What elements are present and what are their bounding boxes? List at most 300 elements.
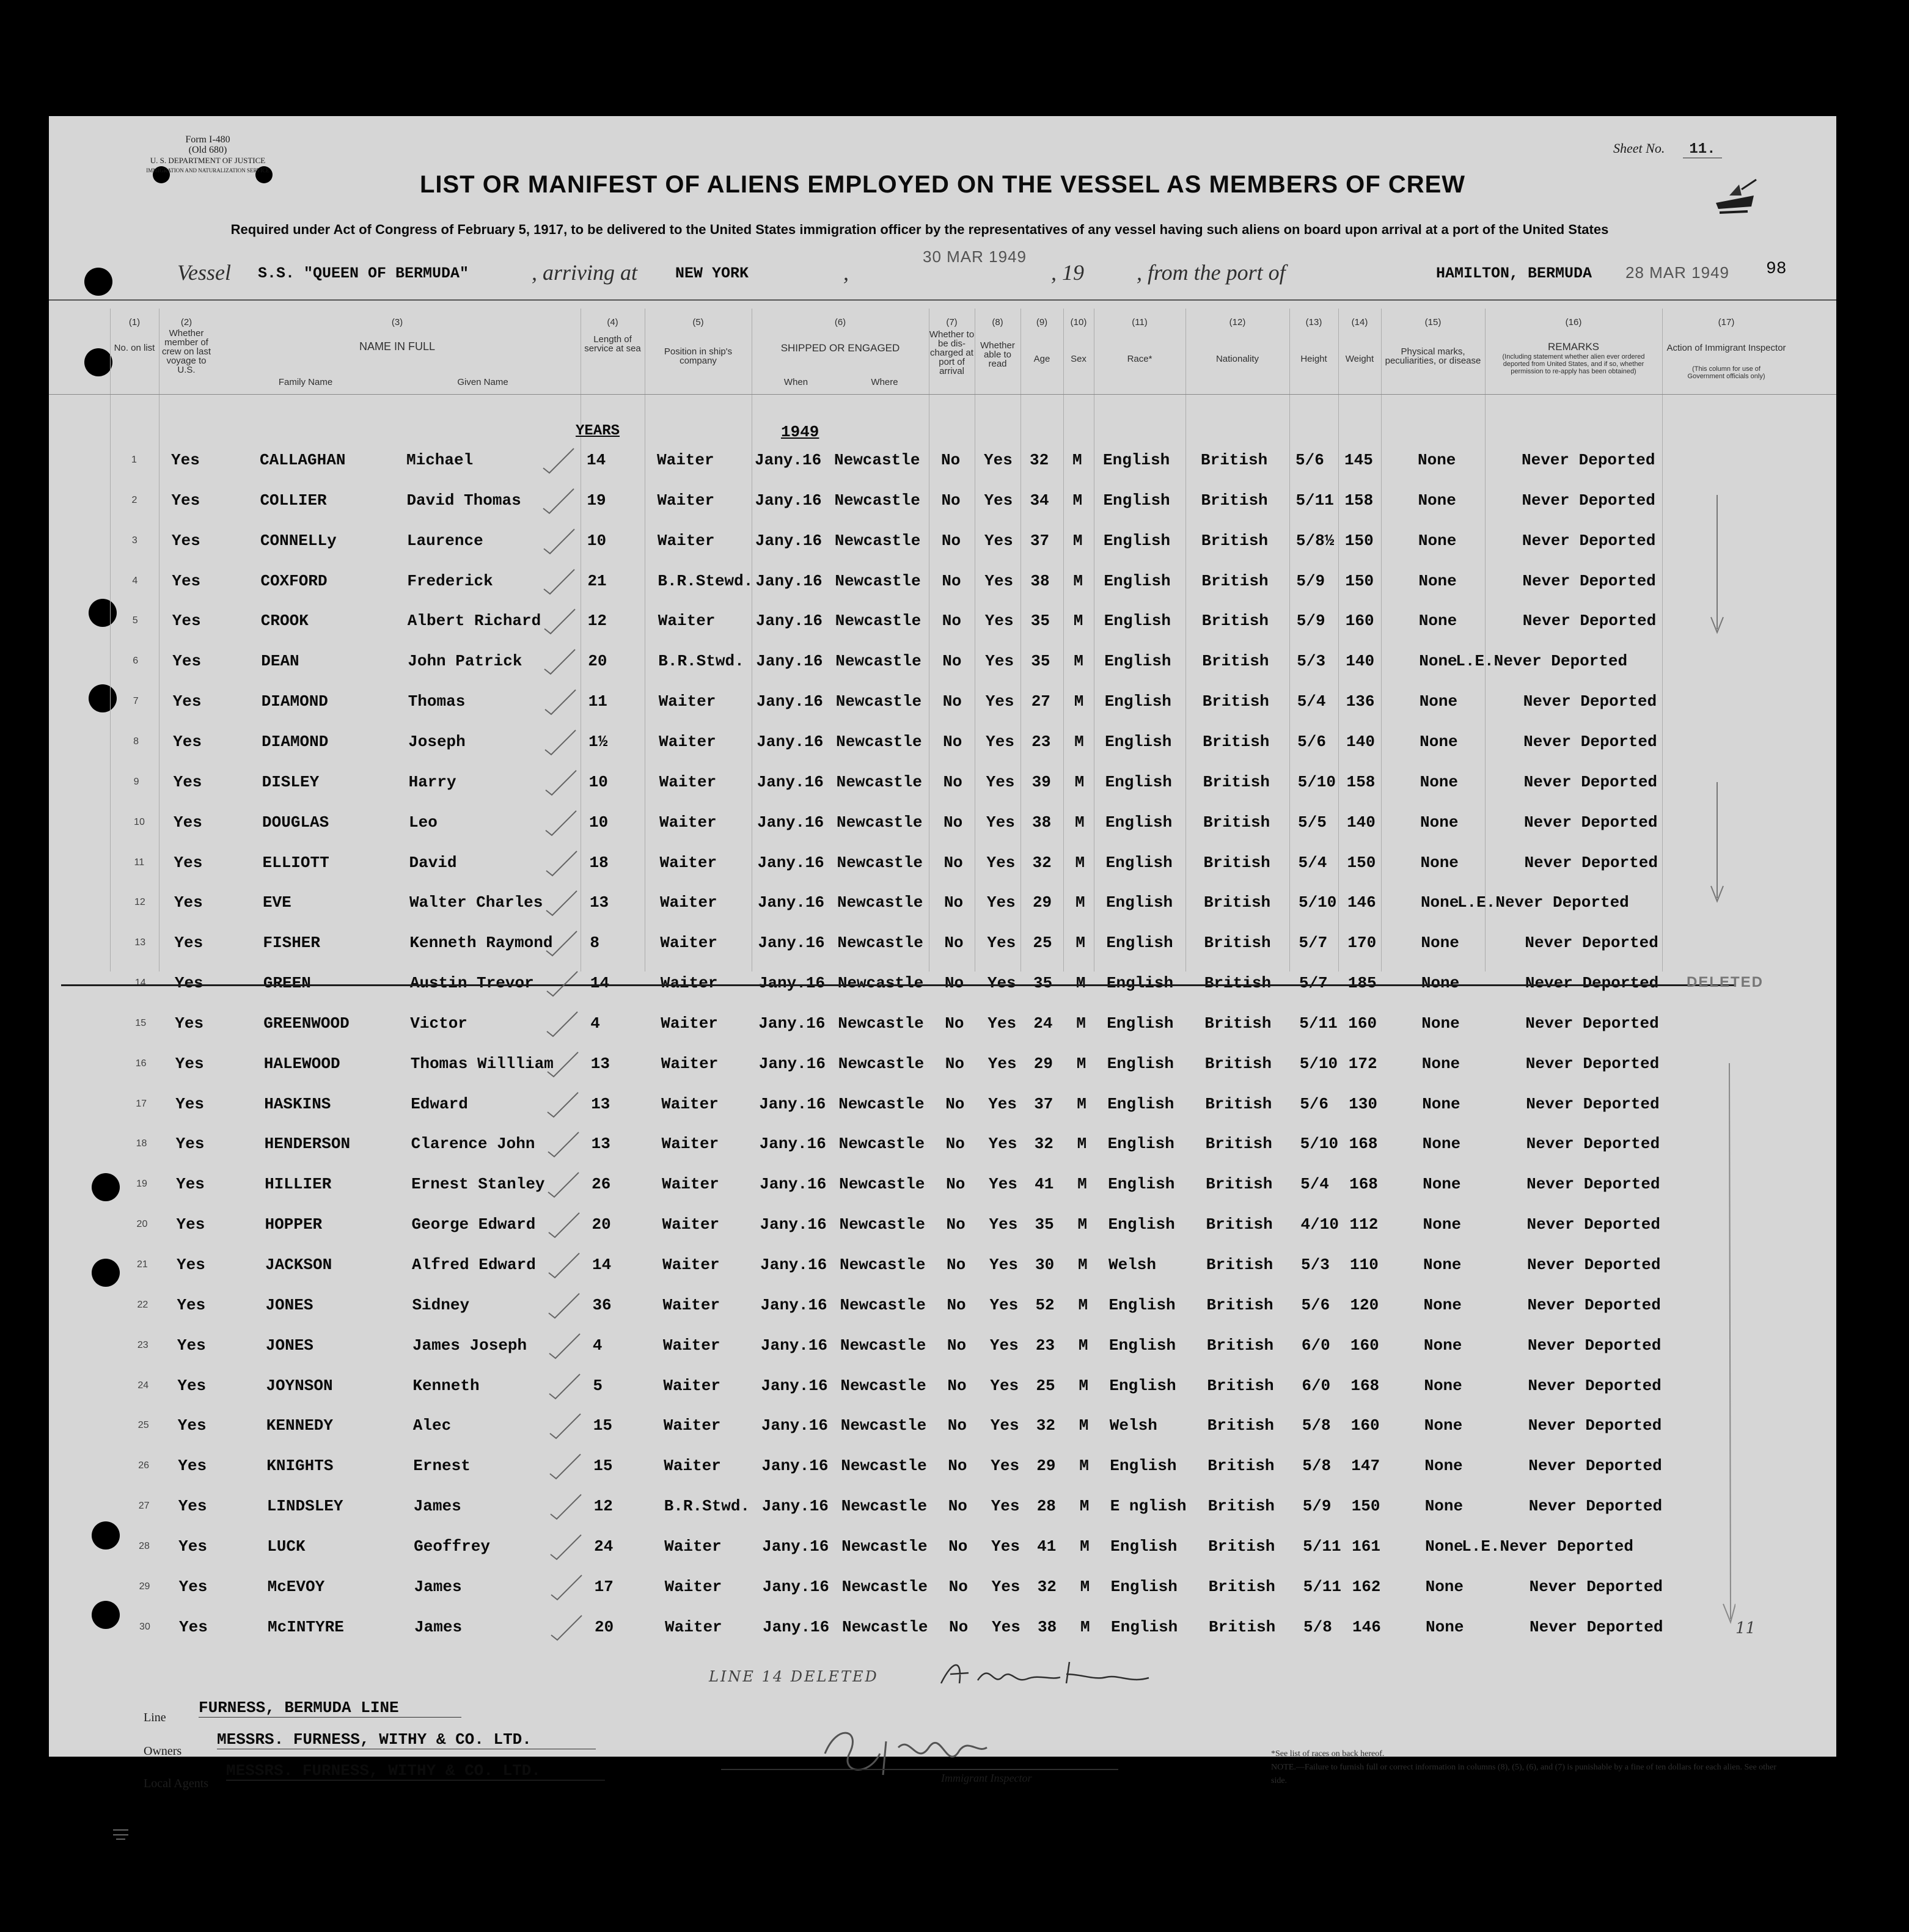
crew-remarks: Never Deported <box>1528 1376 1662 1395</box>
crew-weight: 160 <box>1345 612 1374 631</box>
crew-nationality: British <box>1202 692 1269 711</box>
crew-when: Jany.16 <box>756 692 823 711</box>
crew-no: 15 <box>135 1017 147 1028</box>
crew-height: 5/6 <box>1301 1295 1330 1314</box>
crew-nationality: British <box>1201 451 1268 469</box>
crew-physical: None <box>1419 652 1457 671</box>
crew-weight: 185 <box>1347 974 1377 993</box>
crew-given-name: Kenneth <box>412 1376 480 1395</box>
crew-given-name: Leo <box>409 813 438 832</box>
line-label: Line <box>144 1711 166 1724</box>
crew-physical: None <box>1423 1215 1461 1234</box>
table-row <box>49 491 1836 512</box>
crew-years-service: 13 <box>589 893 609 912</box>
crew-able-read: Yes <box>989 1336 1019 1355</box>
crew-sex: M <box>1080 1617 1090 1636</box>
crew-family-name: McINTYRE <box>268 1617 344 1636</box>
crew-race: English <box>1105 772 1172 791</box>
crew-weight: 161 <box>1352 1537 1380 1556</box>
departure-date-stamp: 28 MAR 1949 <box>1625 263 1729 282</box>
crew-years-service: 17 <box>594 1577 614 1596</box>
crew-where: Newcastle <box>834 531 921 550</box>
crew-no: 4 <box>132 575 138 586</box>
crew-family-name: KENNEDY <box>266 1416 334 1435</box>
crew-height: 5/10 <box>1299 1054 1338 1073</box>
table-row <box>49 1377 1836 1397</box>
crew-discharged: No <box>947 1416 967 1435</box>
crew-sex: M <box>1072 491 1083 510</box>
crew-last-voyage: Yes <box>179 1617 208 1636</box>
agents-label: Local Agents <box>144 1777 209 1790</box>
crew-position: Waiter <box>659 772 717 791</box>
crew-nationality: British <box>1209 1617 1276 1636</box>
crew-physical: None <box>1423 1295 1462 1314</box>
crew-years-service: 18 <box>589 853 609 872</box>
crew-no: 27 <box>138 1501 150 1512</box>
crew-remarks: Never Deported <box>1525 974 1659 993</box>
check-mark-icon <box>543 729 579 757</box>
crew-last-voyage: Yes <box>175 1014 204 1033</box>
crew-nationality: British <box>1204 934 1271 953</box>
crew-race: English <box>1110 1577 1178 1596</box>
crew-given-name: Harry <box>408 772 456 791</box>
crew-race: English <box>1104 612 1171 631</box>
crew-height: 5/8½ <box>1295 531 1335 550</box>
crew-discharged: No <box>942 652 962 671</box>
crew-remarks: Never Deported <box>1527 1336 1662 1355</box>
table-row <box>49 532 1836 552</box>
crew-no: 17 <box>136 1098 147 1109</box>
crew-no: 23 <box>137 1339 148 1350</box>
crew-no: 2 <box>131 494 137 505</box>
crew-where: Newcastle <box>836 732 922 751</box>
crew-age: 30 <box>1035 1256 1055 1274</box>
check-mark-icon <box>542 608 579 636</box>
crew-remarks: Never Deported <box>1524 813 1658 832</box>
crew-weight: 112 <box>1349 1215 1379 1234</box>
crew-race: English <box>1104 692 1171 711</box>
crew-when: Jany.16 <box>760 1256 827 1274</box>
crew-given-name: George Edward <box>411 1215 536 1234</box>
crew-family-name: ELLIOTT <box>262 853 329 872</box>
crew-years-service: 10 <box>588 772 608 791</box>
crew-remarks: Never Deported <box>1528 1497 1663 1516</box>
header-height: Height <box>1300 354 1327 364</box>
crew-remarks: Never Deported <box>1527 1256 1661 1274</box>
crew-weight: 160 <box>1348 1014 1377 1033</box>
crew-nationality: British <box>1206 1295 1273 1314</box>
crew-family-name: HENDERSON <box>264 1135 351 1154</box>
crew-family-name: FISHER <box>263 934 321 953</box>
crew-race: Welsh <box>1108 1256 1157 1274</box>
table-row <box>49 1537 1836 1558</box>
crew-last-voyage: Yes <box>176 1215 205 1234</box>
crew-last-voyage: Yes <box>178 1537 207 1556</box>
crew-physical: None <box>1421 1054 1460 1073</box>
crew-height: 5/9 <box>1302 1497 1332 1516</box>
crew-position: Waiter <box>662 1215 720 1234</box>
corner-mark-icon <box>110 1824 134 1842</box>
crew-race: English <box>1106 934 1173 953</box>
crew-weight: 140 <box>1346 732 1375 751</box>
crew-weight: 158 <box>1346 772 1376 791</box>
crew-where: Newcastle <box>841 1497 928 1516</box>
crew-years-service: 4 <box>590 1014 600 1033</box>
check-mark-icon <box>541 447 577 475</box>
crew-able-read: Yes <box>984 531 1013 550</box>
crew-sex: M <box>1073 571 1083 590</box>
crew-able-read: Yes <box>984 451 1013 469</box>
crew-weight: 158 <box>1344 491 1374 510</box>
check-mark-icon <box>544 1011 581 1039</box>
crew-physical: None <box>1426 1617 1464 1636</box>
crew-position: Waiter <box>658 692 716 711</box>
crew-no: 3 <box>131 535 137 546</box>
crew-weight: 146 <box>1347 893 1376 912</box>
crew-family-name: JONES <box>265 1336 313 1355</box>
crew-no: 21 <box>137 1259 148 1270</box>
crew-when: Jany.16 <box>757 772 824 791</box>
header-member-last-voyage: Whether member of crew on last voyage to U.S. <box>161 328 211 375</box>
crew-last-voyage: Yes <box>173 772 202 791</box>
crew-height: 5/11 <box>1303 1577 1342 1596</box>
crew-able-read: Yes <box>990 1376 1019 1395</box>
crew-nationality: British <box>1206 1256 1273 1274</box>
crew-discharged: No <box>944 893 964 912</box>
crew-years-service: 20 <box>588 652 607 671</box>
crew-sex: M <box>1079 1457 1089 1476</box>
crew-when: Jany.16 <box>761 1416 829 1435</box>
header-action: Action of Immigrant Inspector <box>1666 343 1786 353</box>
crew-last-voyage: Yes <box>174 934 203 953</box>
check-mark-icon <box>548 1493 585 1521</box>
crew-given-name: Clarence John <box>411 1135 535 1154</box>
crew-age: 38 <box>1030 571 1050 590</box>
crew-nationality: British <box>1207 1497 1275 1516</box>
crew-where: Newcastle <box>837 813 923 832</box>
form-identifier: Form I-480 (Old 680) U. S. DEPARTMENT OF JUSTICE IMMIGRATION AND NATURALIZATION SERVICE <box>146 134 269 174</box>
crew-weight: 150 <box>1345 571 1374 590</box>
crew-position: Waiter <box>662 1175 719 1194</box>
crew-discharged: No <box>947 1336 967 1355</box>
crew-age: 32 <box>1037 1577 1057 1596</box>
row-strikethrough <box>61 984 1735 986</box>
crew-age: 52 <box>1035 1295 1055 1314</box>
crew-when: Jany.16 <box>759 1135 826 1154</box>
crew-when: Jany.16 <box>755 491 822 510</box>
crew-physical: None <box>1420 853 1459 872</box>
header-name-in-full: NAME IN FULL <box>359 340 436 353</box>
crew-nationality: British <box>1207 1376 1274 1395</box>
crew-weight: 150 <box>1347 853 1376 872</box>
table-row <box>49 451 1836 472</box>
crew-when: Jany.16 <box>761 1457 829 1476</box>
crew-last-voyage: Yes <box>174 974 203 993</box>
table-row <box>49 1256 1836 1276</box>
check-mark-icon <box>541 528 578 556</box>
crew-position: B.R.Stwd. <box>664 1497 750 1516</box>
crew-weight: 168 <box>1350 1376 1380 1395</box>
crew-position: Waiter <box>658 612 716 631</box>
crew-years-service: 24 <box>594 1537 614 1556</box>
crew-given-name: Sidney <box>412 1295 470 1314</box>
crew-height: 5/4 <box>1297 692 1326 711</box>
crew-nationality: British <box>1208 1537 1275 1556</box>
crew-remarks: Never Deported <box>1526 1215 1660 1234</box>
crew-sex: M <box>1079 1416 1089 1435</box>
crew-able-read: Yes <box>992 1617 1020 1636</box>
crew-where: Newcastle <box>840 1256 926 1274</box>
crew-family-name: LUCK <box>267 1537 306 1556</box>
check-mark-icon <box>544 930 581 958</box>
crew-given-name: Michael <box>406 451 474 469</box>
crew-years-service: 36 <box>592 1295 612 1314</box>
crew-sex: M <box>1079 1497 1090 1516</box>
crew-family-name: LINDSLEY <box>266 1497 343 1516</box>
crew-weight: 168 <box>1349 1135 1378 1154</box>
crew-no: 18 <box>136 1138 147 1149</box>
crew-position: Waiter <box>664 1537 722 1556</box>
years-label: YEARS <box>576 423 620 439</box>
year-label: 1949 <box>781 423 819 441</box>
crew-physical: None <box>1425 1577 1464 1596</box>
crew-able-read: Yes <box>988 1135 1017 1154</box>
crew-nationality: British <box>1203 893 1271 912</box>
check-mark-icon <box>546 1252 583 1280</box>
crew-physical: None <box>1424 1457 1463 1476</box>
crew-race: English <box>1110 1537 1178 1556</box>
line-deleted-note: LINE 14 DELETED <box>709 1668 879 1685</box>
crew-nationality: British <box>1207 1416 1275 1435</box>
header-nationality: Nationality <box>1215 354 1259 364</box>
crew-able-read: Yes <box>987 1014 1017 1033</box>
crew-discharged: No <box>947 1295 966 1314</box>
crew-years-service: 8 <box>590 934 599 953</box>
crew-position: Waiter <box>662 1336 720 1355</box>
crew-no: 11 <box>134 857 145 868</box>
crew-discharged: No <box>945 1014 964 1033</box>
header-race: Race* <box>1127 354 1152 364</box>
crew-physical: None <box>1424 1416 1463 1435</box>
crew-given-name: Frederick <box>407 571 493 590</box>
crew-weight: 150 <box>1344 531 1374 550</box>
crew-years-service: 11 <box>588 692 607 711</box>
header-bottom-rule <box>49 394 1836 395</box>
crew-physical: None <box>1423 1175 1461 1194</box>
crew-race: English <box>1105 853 1173 872</box>
crew-nationality: British <box>1206 1175 1273 1194</box>
crew-years-service: 15 <box>593 1416 613 1435</box>
crew-last-voyage: Yes <box>171 451 200 469</box>
crew-sex: M <box>1074 772 1085 791</box>
crew-height: 5/7 <box>1299 974 1328 993</box>
crew-remarks: Never Deported <box>1525 934 1658 953</box>
crew-height: 5/9 <box>1296 612 1325 631</box>
crew-position: Waiter <box>665 1617 722 1636</box>
crew-remarks: Never Deported <box>1523 732 1657 751</box>
check-mark-icon <box>546 1292 583 1320</box>
crew-able-read: Yes <box>987 974 1016 993</box>
crew-when: Jany.16 <box>760 1215 827 1234</box>
crew-race: Welsh <box>1109 1416 1157 1435</box>
vessel-info-line: Vessel S.S. "QUEEN OF BERMUDA" , arriving at NEW YORK , 30 MAR 1949 , 19 , from the port of HAMILTON, BERMUDA 28 MAR 1949 98 <box>177 247 1787 285</box>
crew-height: 5/7 <box>1299 934 1328 953</box>
crew-nationality: British <box>1203 772 1270 791</box>
crew-last-voyage: Yes <box>176 1175 205 1194</box>
crew-height: 5/4 <box>1298 853 1327 872</box>
crew-last-voyage: Yes <box>172 692 202 711</box>
crew-height: 5/3 <box>1297 652 1326 671</box>
crew-physical: None <box>1420 813 1459 832</box>
crew-years-service: 19 <box>587 491 606 510</box>
crew-age: 23 <box>1035 1336 1055 1355</box>
crew-sex: M <box>1074 732 1084 751</box>
year-label: , 19 <box>1051 260 1084 285</box>
crew-nationality: British <box>1204 974 1272 993</box>
table-row <box>49 773 1836 794</box>
crew-discharged: No <box>942 692 962 711</box>
check-mark-icon <box>543 689 579 717</box>
crew-race: English <box>1103 491 1170 510</box>
crew-given-name: Ernest <box>413 1457 471 1476</box>
crew-years-service: 10 <box>587 531 607 550</box>
crew-no: 10 <box>134 816 145 827</box>
table-row <box>49 1618 1836 1639</box>
crew-age: 29 <box>1036 1457 1056 1476</box>
crew-given-name: James Joseph <box>412 1336 527 1355</box>
crew-discharged: No <box>944 813 963 832</box>
crew-where: Newcastle <box>841 1457 927 1476</box>
crew-position: Waiter <box>664 1577 722 1596</box>
crew-where: Newcastle <box>840 1336 926 1355</box>
crew-weight: 170 <box>1347 934 1377 953</box>
crew-where: Newcastle <box>838 1054 925 1073</box>
table-row <box>49 1175 1836 1196</box>
crew-age: 32 <box>1032 853 1052 872</box>
crew-physical: None <box>1422 1135 1461 1154</box>
crew-last-voyage: Yes <box>177 1336 206 1355</box>
crew-last-voyage: Yes <box>177 1376 207 1395</box>
crew-able-read: Yes <box>989 1295 1019 1314</box>
crew-where: Newcastle <box>834 491 920 510</box>
crew-sex: M <box>1075 974 1086 993</box>
crew-no: 12 <box>134 897 145 908</box>
crew-able-read: Yes <box>989 1215 1018 1234</box>
header-weight: Weight <box>1345 354 1374 364</box>
crew-when: Jany.16 <box>763 1617 830 1636</box>
crew-family-name: GREEN <box>263 974 311 993</box>
manifest-title: LIST OR MANIFEST OF ALIENS EMPLOYED ON THE VESSEL AS MEMBERS OF CREW <box>419 171 1466 198</box>
header-length-service: Length of service at sea <box>584 334 641 354</box>
crew-no: 20 <box>136 1219 148 1230</box>
crew-able-read: Yes <box>991 1537 1020 1556</box>
crew-discharged: No <box>949 1617 969 1636</box>
crew-where: Newcastle <box>841 1577 928 1596</box>
table-row <box>49 692 1836 713</box>
crew-last-voyage: Yes <box>171 531 200 550</box>
check-mark-icon <box>548 1534 585 1562</box>
end-mark: 11 <box>1735 1619 1756 1637</box>
crew-discharged: No <box>944 934 964 953</box>
crew-physical: None <box>1418 531 1457 550</box>
crew-age: 27 <box>1031 692 1050 711</box>
crew-nationality: British <box>1204 1054 1272 1073</box>
crew-position: B.R.Stwd. <box>658 652 744 671</box>
crew-nationality: British <box>1204 1014 1272 1033</box>
crew-weight: 140 <box>1347 813 1376 832</box>
crew-sex: M <box>1078 1295 1088 1314</box>
crew-last-voyage: Yes <box>171 491 200 510</box>
crew-discharged: No <box>941 491 961 510</box>
crew-where: Newcastle <box>837 974 924 993</box>
check-mark-icon <box>545 1091 582 1119</box>
crew-last-voyage: Yes <box>175 1094 204 1113</box>
crew-remarks: Never Deported <box>1528 1457 1662 1476</box>
crew-when: Jany.16 <box>757 893 825 912</box>
crew-given-name: Walter Charles <box>409 893 543 912</box>
crew-no: 9 <box>133 776 139 787</box>
crew-sex: M <box>1073 612 1083 631</box>
crew-discharged: No <box>948 1577 968 1596</box>
crew-no: 25 <box>137 1420 149 1431</box>
crew-when: Jany.16 <box>755 612 823 631</box>
crew-remarks: Never Deported <box>1528 1416 1662 1435</box>
crew-where: Newcastle <box>840 1416 927 1435</box>
table-row <box>49 1457 1836 1477</box>
crew-sex: M <box>1076 1054 1086 1073</box>
crew-given-name: David Thomas <box>406 491 521 510</box>
crew-age: 32 <box>1034 1135 1053 1154</box>
crew-given-name: David <box>409 853 457 872</box>
crew-sex: M <box>1077 1094 1086 1113</box>
table-row <box>49 1055 1836 1075</box>
crew-family-name: DIAMOND <box>261 692 328 711</box>
crew-position: B.R.Stewd. <box>658 571 753 590</box>
check-mark-icon <box>543 810 580 838</box>
crew-family-name: JOYNSON <box>266 1376 333 1395</box>
crew-last-voyage: Yes <box>178 1497 207 1516</box>
crew-sex: M <box>1079 1376 1088 1395</box>
crew-sex: M <box>1075 853 1085 872</box>
crew-position: Waiter <box>659 893 717 912</box>
from-label: , from the port of <box>1137 260 1286 285</box>
header-given-name: Given Name <box>457 377 508 387</box>
crew-race: E nglish <box>1110 1497 1187 1516</box>
crew-height: 5/6 <box>1300 1094 1328 1113</box>
crew-given-name: James <box>414 1577 462 1596</box>
crew-physical: None <box>1421 1014 1460 1033</box>
crew-years-service: 5 <box>593 1376 603 1395</box>
crew-last-voyage: Yes <box>177 1295 206 1314</box>
crew-weight: 172 <box>1348 1054 1377 1073</box>
crew-position: Waiter <box>659 853 717 872</box>
crew-family-name: JACKSON <box>265 1256 332 1274</box>
crew-weight: 162 <box>1352 1577 1381 1596</box>
crew-position: Waiter <box>659 732 716 751</box>
crew-when: Jany.16 <box>762 1577 829 1596</box>
table-row <box>49 1296 1836 1317</box>
crew-discharged: No <box>945 1094 965 1113</box>
crew-years-service: 12 <box>593 1497 613 1516</box>
check-mark-icon <box>541 568 578 596</box>
header-remarks-note: (Including statement whether alien ever ordered deported from United States, and if so, whether permission to re-apply has been obtained) <box>1502 353 1645 375</box>
crew-discharged: No <box>948 1497 967 1516</box>
crew-nationality: British <box>1206 1215 1273 1234</box>
crew-race: English <box>1109 1376 1176 1395</box>
crew-years-service: 1½ <box>588 732 608 751</box>
crew-remarks: Never Deported <box>1522 612 1657 631</box>
crew-given-name: Geoffrey <box>414 1537 490 1556</box>
